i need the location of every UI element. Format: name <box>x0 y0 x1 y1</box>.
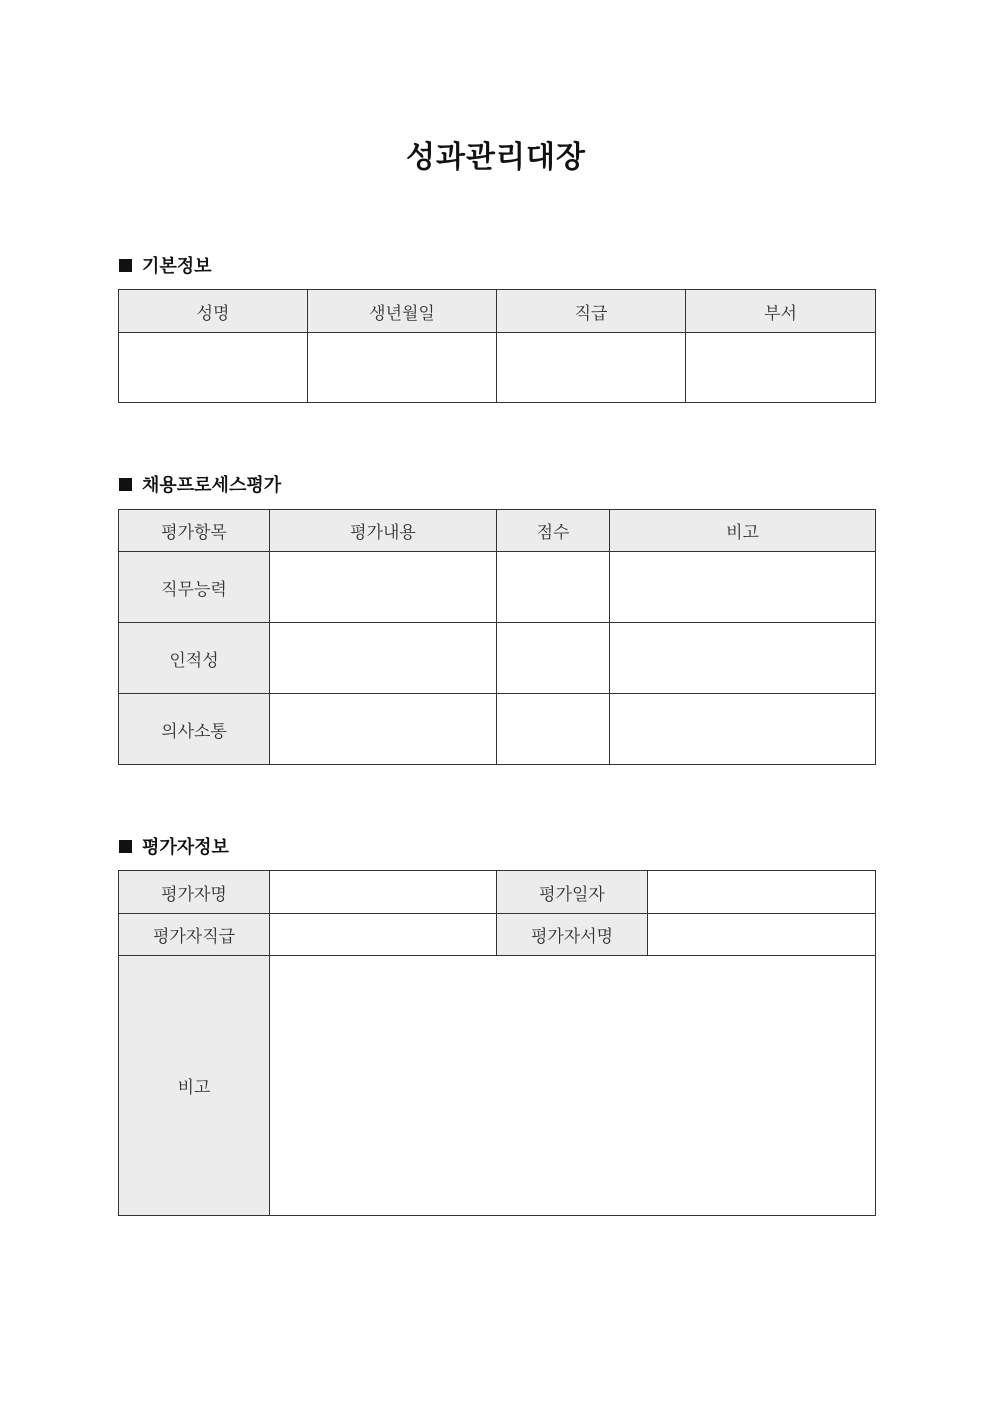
cell-department-value[interactable] <box>686 333 876 403</box>
section-heading-hiring-label: 채용프로세스평가 <box>142 475 282 496</box>
header-eval-item: 평가항목 <box>119 510 270 552</box>
cell-score[interactable] <box>497 694 610 765</box>
section-heading-evaluator <box>119 833 229 859</box>
cell-evaluator-remarks-value[interactable] <box>270 956 876 1216</box>
row-label-job-competency: 직무능력 <box>119 552 270 623</box>
cell-birthdate-value[interactable] <box>308 333 497 403</box>
cell-eval-content[interactable] <box>270 694 497 765</box>
cell-evaluator-rank-value[interactable] <box>270 914 497 956</box>
header-name: 성명 <box>119 290 308 333</box>
header-department: 부서 <box>686 290 876 333</box>
square-bullet-icon <box>119 840 132 853</box>
cell-eval-content[interactable] <box>270 552 497 623</box>
cell-eval-content[interactable] <box>270 623 497 694</box>
header-remarks: 비고 <box>610 510 876 552</box>
document-title: 성과관리대장 <box>406 140 586 175</box>
cell-evaluation-date-value[interactable] <box>648 871 876 914</box>
cell-evaluator-signature-value[interactable] <box>648 914 876 956</box>
cell-remarks[interactable] <box>610 623 876 694</box>
label-evaluator-signature: 평가자서명 <box>497 914 648 956</box>
evaluator-info-table <box>118 870 876 1216</box>
label-evaluator-remarks: 비고 <box>119 956 270 1216</box>
cell-evaluator-name-value[interactable] <box>270 871 497 914</box>
section-heading-hiring <box>119 471 281 497</box>
basic-info-table <box>118 289 876 403</box>
section-heading-evaluator-label: 평가자정보 <box>142 837 229 858</box>
label-evaluator-name: 평가자명 <box>119 871 270 914</box>
section-heading-basic <box>119 252 212 278</box>
cell-rank-value[interactable] <box>497 333 686 403</box>
label-evaluation-date: 평가일자 <box>497 871 648 914</box>
cell-remarks[interactable] <box>610 552 876 623</box>
row-label-communication: 의사소통 <box>119 694 270 765</box>
row-label-aptitude: 인적성 <box>119 623 270 694</box>
header-score: 점수 <box>497 510 610 552</box>
cell-score[interactable] <box>497 623 610 694</box>
header-eval-content: 평가내용 <box>270 510 497 552</box>
label-evaluator-rank: 평가자직급 <box>119 914 270 956</box>
header-birthdate: 생년월일 <box>308 290 497 333</box>
cell-score[interactable] <box>497 552 610 623</box>
cell-remarks[interactable] <box>610 694 876 765</box>
square-bullet-icon <box>119 259 132 272</box>
cell-name-value[interactable] <box>119 333 308 403</box>
square-bullet-icon <box>119 478 132 491</box>
section-heading-basic-label: 기본정보 <box>142 256 212 277</box>
header-rank: 직급 <box>497 290 686 333</box>
hiring-evaluation-table <box>118 509 876 765</box>
